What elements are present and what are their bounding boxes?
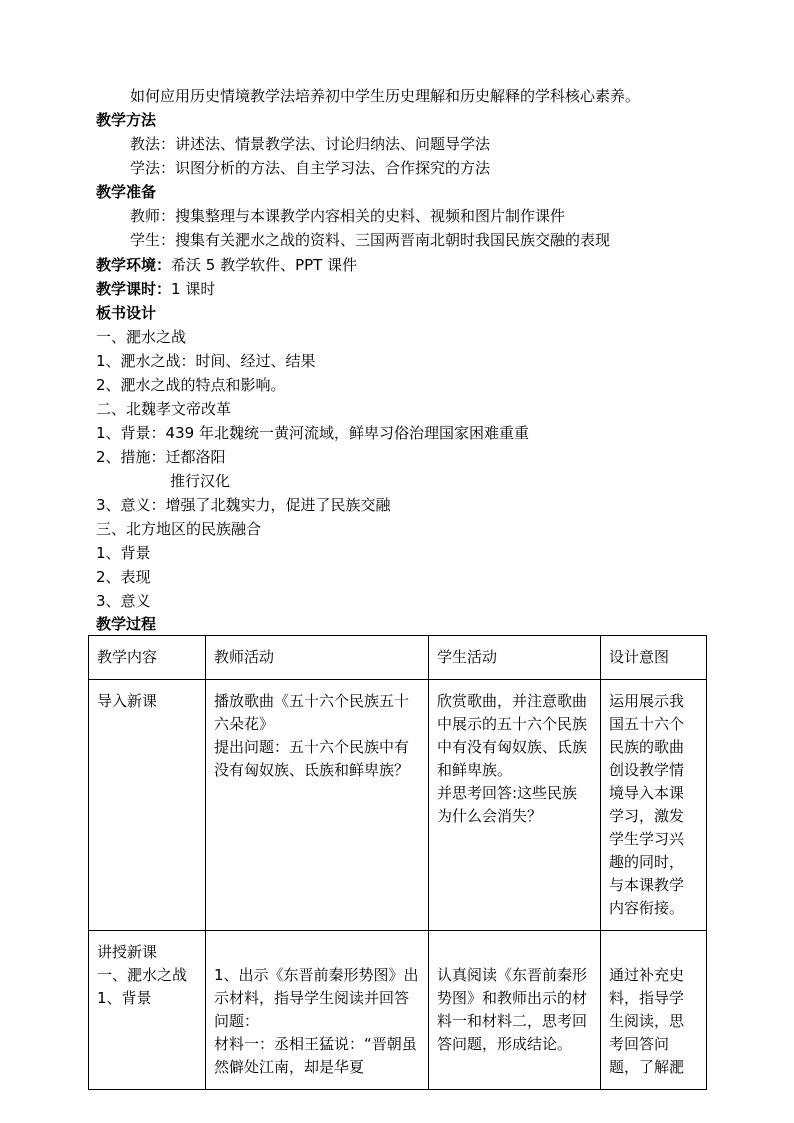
methods-heading: 教学方法 [96, 111, 157, 129]
board-line: 3、意义：增强了北魏实力，促进了民族交融 [96, 496, 391, 514]
row2-content [89, 931, 206, 1090]
row1-teacher [206, 680, 429, 931]
row1-student-line: 欣赏歌曲，并注意歌曲中展示的五十六个民族中有没有匈奴族、氐族和鲜卑族。 [437, 692, 588, 779]
board-line: 2、淝水之战的特点和影响。 [96, 376, 286, 394]
board-line: 1、背景：439 年北魏统一黄河流域，鲜卑习俗治理国家困难重重 [96, 424, 529, 442]
table-header-row [89, 636, 707, 680]
environment-line [96, 255, 357, 275]
row1-content: 导入新课 [89, 680, 206, 931]
board-line: 二、北魏孝文帝改革 [96, 400, 232, 418]
row1-teacher-line: 播放歌曲《五十六个民族五十六朵花》 [214, 692, 410, 733]
row2-student: 认真阅读《东晋前秦形势图》和教师出示的材料一和材料二，思考回答问题，形成结论。 [429, 931, 601, 1090]
header-student: 学生活动 [429, 636, 601, 680]
hours-value: 1 课时 [171, 280, 216, 298]
table-row [89, 931, 707, 1090]
intro-line: 如何应用历史情境教学法培养初中学生历史理解和历史解释的学科核心素养。 [130, 87, 641, 105]
row2-teacher-line: 材料一：丞相王猛说：“晋朝虽然僻处江南，却是华夏 [214, 1035, 417, 1076]
header-content: 教学内容 [89, 636, 206, 680]
process-table [88, 635, 707, 1090]
methods-teach: 教法：讲述法、情景教学法、讨论归纳法、问题导学法 [130, 135, 491, 153]
row1-student-line: 并思考回答:这些民族为什么会消失？ [437, 784, 578, 825]
board-line: 2、表现 [96, 568, 151, 586]
hours-label: 教学课时： [96, 280, 172, 298]
row2-intent: 通过补充史料，指导学生阅读，思考回答问题，了解淝 [601, 931, 707, 1090]
preparation-student: 学生：搜集有关淝水之战的资料、三国两晋南北朝时我国民族交融的表现 [130, 231, 611, 249]
row2-content-line: 1、背景 [97, 989, 152, 1007]
methods-learn: 学法：识图分析的方法、自主学习法、合作探究的方法 [130, 159, 491, 177]
row1-intent: 运用展示我国五十六个民族的歌曲创设教学情境导入本课学习，激发学生学习兴趣的同时，与本课教学内容衔接。 [601, 680, 707, 931]
board-line: 2、措施：迁都洛阳 [96, 448, 226, 466]
environment-label: 教学环境： [96, 256, 172, 274]
table-row [89, 680, 707, 931]
board-line: 3、意义 [96, 592, 151, 610]
row2-teacher-line: 1、出示《东晋前秦形势图》出示材料，指导学生阅读并回答问题： [214, 966, 419, 1030]
environment-value: 希沃 5 教学软件、PPT 课件 [171, 256, 358, 274]
board-line: 推行汉化 [170, 472, 231, 490]
board-line: 一、淝水之战 [96, 328, 187, 346]
row2-content-line: 一、淝水之战 [97, 966, 188, 984]
row1-student [429, 680, 601, 931]
row2-content-line: 讲授新课 [97, 943, 158, 961]
row1-teacher-line: 提出问题：五十六个民族中有没有匈奴族、氐族和鲜卑族？ [214, 738, 410, 779]
header-teacher: 教师活动 [206, 636, 429, 680]
board-line: 三、北方地区的民族融合 [96, 520, 262, 538]
board-line: 1、淝水之战：时间、经过、结果 [96, 352, 316, 370]
hours-line [96, 279, 215, 299]
process-heading: 教学过程 [96, 615, 157, 633]
board-heading: 板书设计 [96, 304, 157, 322]
preparation-heading: 教学准备 [96, 183, 157, 201]
board-line: 1、背景 [96, 544, 151, 562]
preparation-teacher: 教师：搜集整理与本课教学内容相关的史料、视频和图片制作课件 [130, 207, 566, 225]
row2-teacher [206, 931, 429, 1090]
header-intent: 设计意图 [601, 636, 707, 680]
